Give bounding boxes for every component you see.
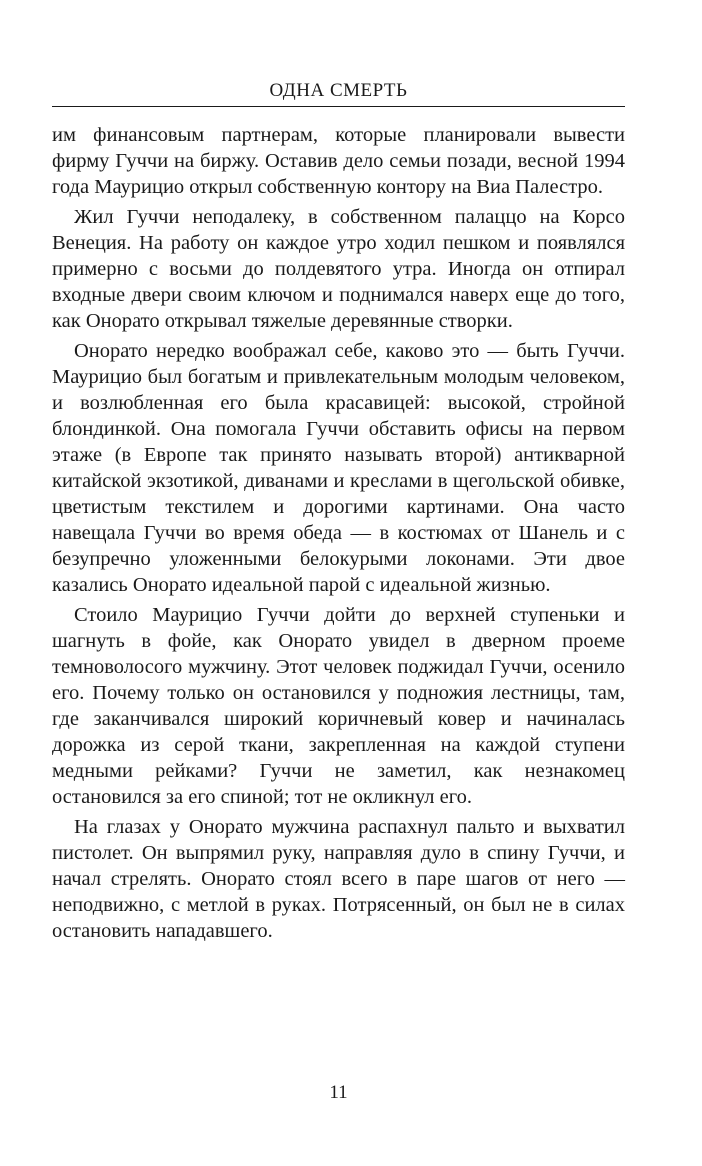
paragraph: Онорато нередко воображал себе, каково это — быть Гуччи. Маурицио был богатым и привлекательным молодым человеком, и возлюбленная его была красавицей: высокой, стройной блондинкой. Она помогала Гуччи обставить офисы на первом этаже (в Европе так принято называть второй) антикварной китайской экзотикой, диванами и креслами в щегольской обивке, цветистым текстилем и дорогими картинами. Она часто навещала Гуччи во время обеда — в костюмах от Шанель и с безупречно уложенными белокурыми локонами. Эти двое казались Онорато идеальной парой с идеальной жизнью. [52,340,625,596]
paragraph-continued: им финансовым партнерам, которые планировали вывести фирму Гуччи на биржу. Оставив дело семьи позади, весной 1994 года Маурицио открыл собственную контору на Виа Палестро. [52,124,625,198]
body-text [52,122,625,948]
paragraph: Жил Гуччи неподалеку, в собственном палаццо на Корсо Венеция. На работу он каждое утро ходил пешком и появлялся примерно с восьми до полдевятого утра. Иногда он отпирал входные двери своим ключом и поднимался наверх еще до того, как Онорато открывал тяжелые деревянные створки. [52,206,625,332]
header-rule [52,106,625,107]
running-title: ОДНА СМЕРТЬ [269,80,408,101]
page-number: 11 [329,1082,348,1103]
paragraph: Стоило Маурицио Гуччи дойти до верхней ступеньки и шагнуть в фойе, как Онорато увидел в дверном проеме темноволосого мужчину. Этот человек поджидал Гуччи, осенило его. Почему только он остановился у подножия лестницы, там, где заканчивался широкий коричневый ковер и начиналась дорожка из серой ткани, закрепленная на каждой ступени медными рейками? Гуччи не заметил, как незнакомец остановился за его спиной; тот не окликнул его. [52,604,625,808]
paragraph: На глазах у Онорато мужчина распахнул пальто и выхватил пистолет. Он выпрямил руку, направляя дуло в спину Гуччи, и начал стрелять. Онорато стоял всего в паре шагов от него — неподвижно, с метлой в руках. Потрясенный, он был не в силах остановить нападавшего. [52,816,625,942]
